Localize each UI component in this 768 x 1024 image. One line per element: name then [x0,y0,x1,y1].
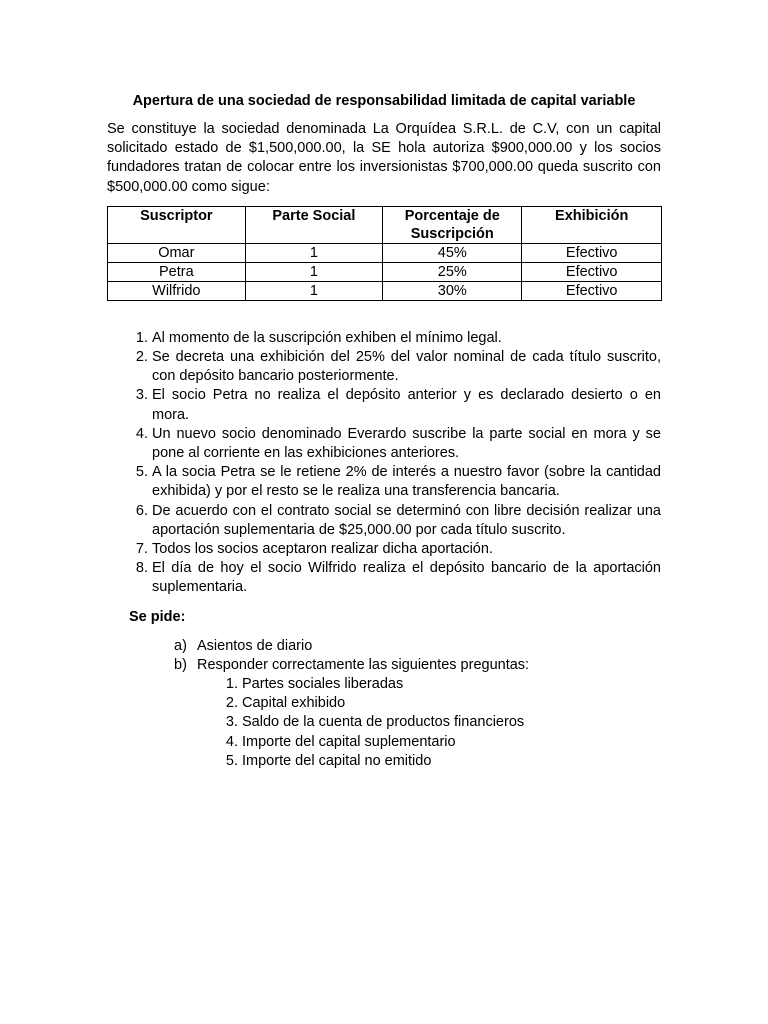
cell-parte-social: 1 [245,262,382,281]
cell-exhibicion: Efectivo [522,281,662,300]
list-item: 2. Capital exhibido [242,694,661,713]
list-item: 6. De acuerdo con el contrato social se determinó con libre decisión realizar una aportación suplementaria de $25,000.00 por cada título suscrito. [152,502,661,540]
subscription-table [107,206,662,301]
cell-exhibicion: Efectivo [522,262,662,281]
list-item: 5. Importe del capital no emitido [242,752,661,771]
list-item: 5. A la socia Petra se le retiene 2% de interés a nuestro favor (sobre la cantidad exhibida) y por el resto se le realiza una transferencia bancaria. [152,463,661,501]
list-item [174,656,661,771]
document-page [107,92,661,771]
list-item: 7. Todos los socios aceptaron realizar dicha aportación. [152,540,661,559]
cell-porcentaje: 25% [383,262,522,281]
table-row [108,281,662,300]
cell-parte-social: 1 [245,281,382,300]
steps-list [107,329,661,598]
se-pide-list [107,637,661,771]
se-pide-heading: Se pide: [129,608,186,625]
list-item: 4. Importe del capital suplementario [242,733,661,752]
list-item: 3. Saldo de la cuenta de productos financieros [242,713,661,732]
cell-exhibicion: Efectivo [522,243,662,262]
cell-parte-social: 1 [245,243,382,262]
header-exhibicion: Exhibición [522,206,662,243]
cell-porcentaje: 30% [383,281,522,300]
list-item: 1. Partes sociales liberadas [242,675,661,694]
cell-suscriptor: Petra [108,262,246,281]
list-item-text: Responder correctamente las siguientes preguntas: [197,656,530,673]
list-item [174,637,661,656]
header-porcentaje: Porcentaje de Suscripción [383,206,522,243]
questions-list [197,675,661,771]
cell-suscriptor: Omar [108,243,246,262]
list-item: 2. Se decreta una exhibición del 25% del valor nominal de cada título suscrito, con depósito bancario posteriormente. [152,348,661,386]
list-marker: a) [174,637,187,654]
table-row [108,243,662,262]
table-header-row [108,206,662,243]
intro-paragraph: Se constituye la sociedad denominada La Orquídea S.R.L. de C.V, con un capital solicitado estado de $1,500,000.00, la SE hola autoriza $900,000.00 y los socios fundadores tratan de colocar entre los inversionistas $700,000.00 queda suscrito con $500,000.00 como sigue: [107,121,661,195]
list-item: 3. El socio Petra no realiza el depósito anterior y es declarado desierto o en mora. [152,386,661,424]
list-item: 4. Un nuevo socio denominado Everardo suscribe la parte social en mora y se pone al corriente en las exhibiciones anteriores. [152,425,661,463]
cell-porcentaje: 45% [383,243,522,262]
list-item: 1. Al momento de la suscripción exhiben el mínimo legal. [152,329,661,348]
document-title: Apertura de una sociedad de responsabilidad limitada de capital variable [132,93,636,109]
table-row [108,262,662,281]
cell-suscriptor: Wilfrido [108,281,246,300]
header-suscriptor: Suscriptor [108,206,246,243]
list-marker: b) [174,656,187,673]
list-item-text: Asientos de diario [197,637,313,654]
list-item: 8. El día de hoy el socio Wilfrido realiza el depósito bancario de la aportación suplementaria. [152,559,661,597]
header-parte-social: Parte Social [245,206,382,243]
